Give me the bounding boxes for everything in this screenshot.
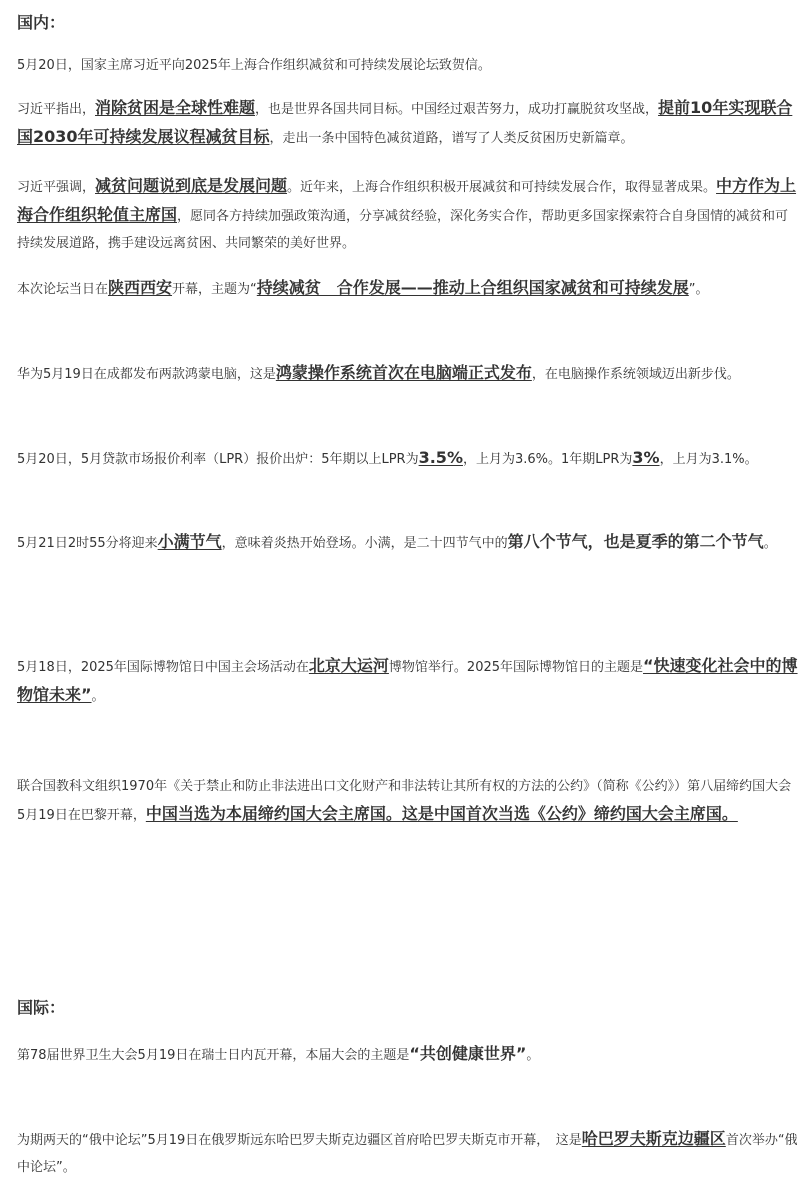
highlight-text: 鸿蒙操作系统首次在电脑端正式发布 [275, 363, 532, 382]
highlight-text: 中方作为上海合作组织轮值主席国 [17, 176, 797, 224]
section-heading-domestic: 国内： [17, 13, 66, 32]
paragraph-unesco-convention: 联合国教科文组织1970年《关于禁止和防止非法进出口文化财产和非法转让其所有权的方法的公约》（简称《公约》）第八届缔约国大会5月19日在巴黎开幕，中国当选为本届缔约国大会主席国。这是中国首次当选《公约》缔约国大会主席国。 [17, 779, 792, 823]
emphasis-text: 第八个节气，也是夏季的第二个节气 [507, 532, 764, 551]
highlight-text: 减贫问题说到底是发展问题 [95, 176, 288, 195]
paragraph-lpr-rates: 5月20日，5月贷款市场报价利率（LPR）报价出炉：5年期以上LPR为3.5%，上月为3.6%。1年期LPR为3%，上月为3.1%。 [17, 448, 758, 467]
highlight-text: 哈巴罗夫斯克边疆区 [581, 1129, 726, 1148]
paragraph-russia-china-forum: 为期两天的“俄中论坛”5月19日在俄罗斯远东哈巴罗夫斯克边疆区首府哈巴罗夫斯克市开幕， 这是哈巴罗夫斯克边疆区首次举办“俄中论坛”。 [17, 1129, 798, 1175]
paragraph-museum-day: 5月18日，2025年国际博物馆日中国主会场活动在北京大运河博物馆举行。2025年国际博物馆日的主题是“快速变化社会中的博物馆未来”。 [17, 656, 798, 704]
highlight-text: “快速变化社会中的博物馆未来” [17, 656, 798, 704]
highlight-text: 中国当选为本届缔约国大会主席国。这是中国首次当选《公约》缔约国大会主席国。 [145, 804, 738, 823]
paragraph-development-remarks: 习近平强调，减贫问题说到底是发展问题。近年来，上海合作组织积极开展减贫和可持续发展合作，取得显著成果。中方作为上海合作组织轮值主席国，愿同各方持续加强政策沟通，分享减贫经验，深化务实合作，帮助更多国家探索符合自身国情的减贫和可持续发展道路，携手建设远离贫困、共同繁荣的美好世界。 [17, 176, 797, 251]
highlight-text: 消除贫困是全球性难题 [95, 98, 256, 117]
highlight-text: 3% [632, 448, 660, 467]
emphasis-text: “共创健康世界” [409, 1044, 527, 1063]
highlight-text: 小满节气 [157, 532, 222, 551]
section-heading-international: 国际： [17, 998, 66, 1017]
paragraph-forum-opening: 本次论坛当日在陕西西安开幕，主题为“持续减贫 合作发展——推动上合组织国家减贫和可持续发展”。 [17, 278, 709, 297]
paragraph-poverty-remarks: 习近平指出，消除贫困是全球性难题，也是世界各国共同目标。中国经过艰苦努力，成功打赢脱贫攻坚战，提前10年实现联合国2030年可持续发展议程减贫目标，走出一条中国特色减贫道路，谱写了人类反贫困历史新篇章。 [17, 98, 793, 146]
paragraph-world-health-assembly: 第78届世界卫生大会5月19日在瑞士日内瓦开幕，本届大会的主题是“共创健康世界”。 [17, 1044, 540, 1063]
paragraph-harmony-os-pc: 华为5月19日在成都发布两款鸿蒙电脑，这是鸿蒙操作系统首次在电脑端正式发布，在电脑操作系统领域迈出新步伐。 [17, 363, 740, 382]
highlight-text: 北京大运河 [308, 656, 389, 675]
highlight-text: 提前10年实现联合国2030年可持续发展议程减贫目标 [17, 98, 793, 146]
highlight-text: 3.5% [418, 448, 463, 467]
paragraph-xiaoman-solar-term: 5月21日2时55分将迎来小满节气，意味着炎热开始登场。小满，是二十四节气中的第八个节气，也是夏季的第二个节气。 [17, 532, 777, 551]
paragraph-congratulatory-letter: 5月20日，国家主席习近平向2025年上海合作组织减贫和可持续发展论坛致贺信。 [17, 58, 491, 73]
highlight-text: 持续减贫 合作发展——推动上合组织国家减贫和可持续发展 [256, 278, 689, 297]
highlight-text: 陕西西安 [108, 278, 173, 297]
